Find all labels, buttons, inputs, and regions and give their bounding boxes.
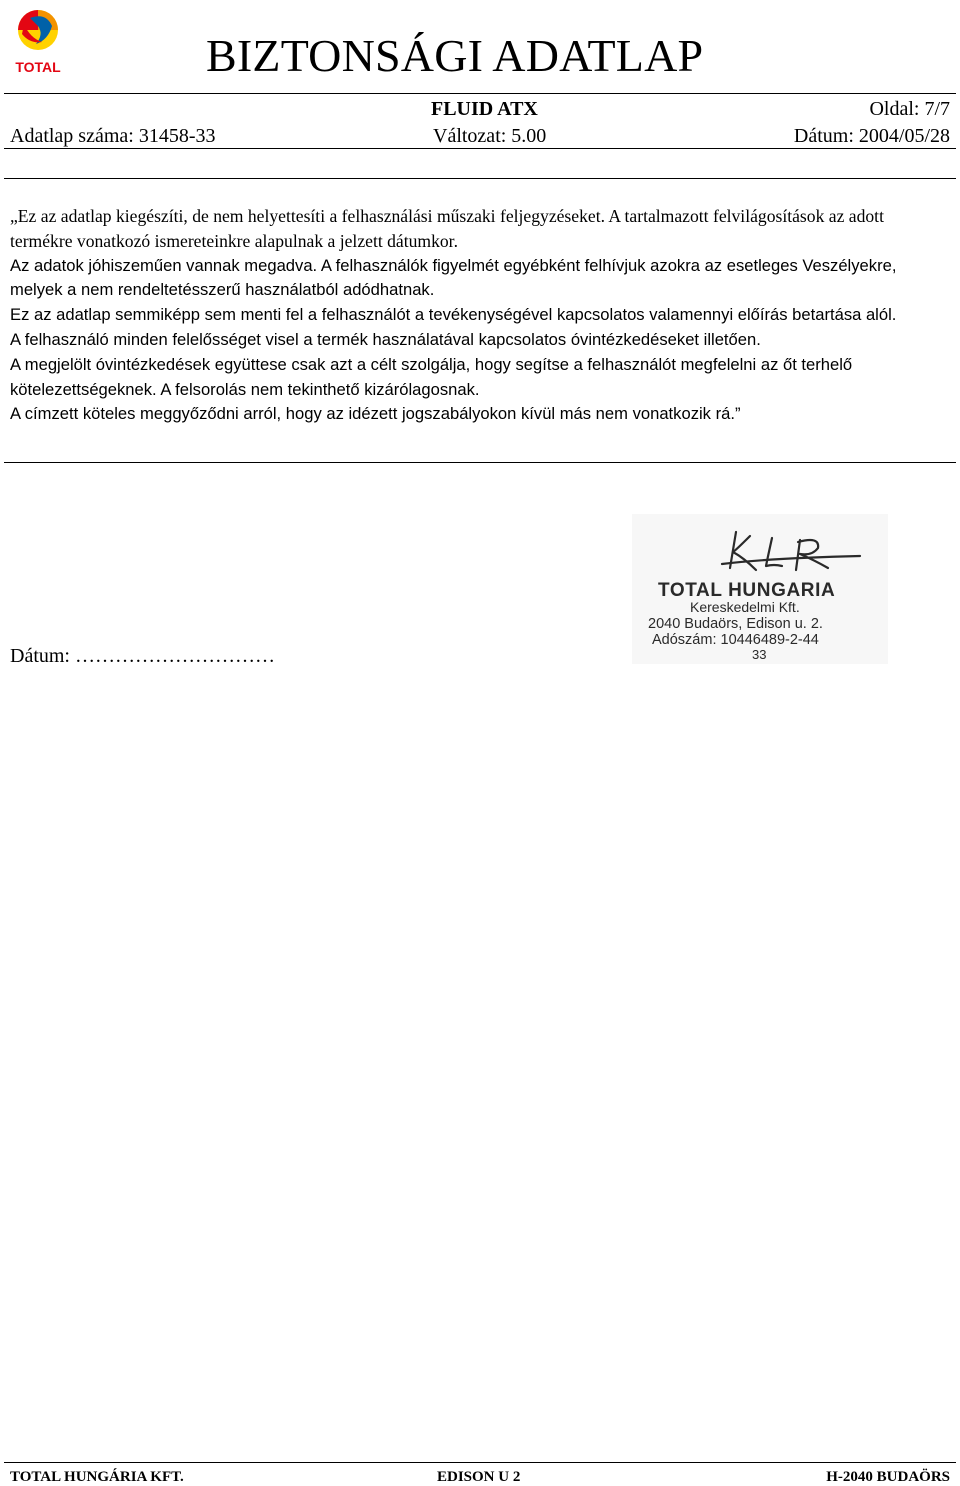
total-logo (8, 4, 68, 78)
stamp-company-type: Kereskedelmi Kft. (690, 599, 800, 615)
logo-wordmark: TOTAL (15, 59, 61, 75)
footer-street: EDISON U 2 (437, 1469, 521, 1485)
sheet-number: Adatlap száma: 31458-33 (10, 125, 216, 147)
section-bottom-rule (4, 462, 956, 463)
section-top-rule (4, 178, 956, 179)
stamp-company: TOTAL HUNGARIA (658, 580, 836, 601)
disclaimer-line: A felhasználó minden felelősséget visel a termék használatával kapcsolatos óvintézkedéseket illetően. (10, 329, 761, 349)
footer-company: TOTAL HUNGÁRIA KFT. (10, 1469, 184, 1485)
product-name: FLUID ATX (431, 98, 538, 120)
version: Változat: 5.00 (433, 125, 547, 147)
signature-date-blank: ………………………… (75, 645, 275, 667)
stamp-number: 33 (752, 647, 767, 662)
header-top-rule (4, 93, 956, 94)
footer-city: H-2040 BUDAÖRS (826, 1469, 950, 1485)
disclaimer-line: „Ez az adatlap kiegészíti, de nem helyettesíti a felhasználási műszaki feljegyzéseket. A tartalmazott felvilágosítások az adott termékre vonatkozó ismereteinkre alapulnak a jelzett dátumkor. (10, 206, 884, 251)
stamp-tax-id: Adószám: 10446489-2-44 (652, 632, 819, 648)
stamp-address: 2040 Budaörs, Edison u. 2. (648, 616, 823, 632)
header-bottom-rule (4, 148, 956, 149)
disclaimer-line: A megjelölt óvintézkedések együttese csak azt a célt szolgálja, hogy segítse a felhasználót megfelelni az őt terhelő kötelezettségeknek. A felsorolás nem tekinthető kizárólagosnak. (10, 354, 853, 399)
page-number: Oldal: 7/7 (869, 98, 950, 120)
disclaimer-line: Az adatok jóhiszeműen vannak megadva. A felhasználók figyelmét egyébként felhívjuk azokra az esetleges Veszélyekre, melyek a nem rendeltetésszerű használatból adódhatnak. (10, 255, 897, 300)
disclaimer-line: Ez az adatlap semmiképp sem menti fel a felhasználót a tevékenységével kapcsolatos valamennyi előírás betartása alól. (10, 305, 897, 325)
signature-date (10, 644, 275, 668)
signature-date-label: Dátum: (10, 645, 70, 667)
header-date: Dátum: 2004/05/28 (793, 125, 950, 147)
company-stamp (632, 514, 888, 664)
disclaimer-line: A címzett köteles meggyőződni arról, hogy az idézett jogszabályokon kívül más nem vonatkozik rá.” (10, 404, 741, 424)
document-title: BIZTONSÁGI ADATLAP (206, 30, 704, 81)
disclaimer-text (10, 204, 950, 427)
footer-rule (4, 1462, 956, 1463)
